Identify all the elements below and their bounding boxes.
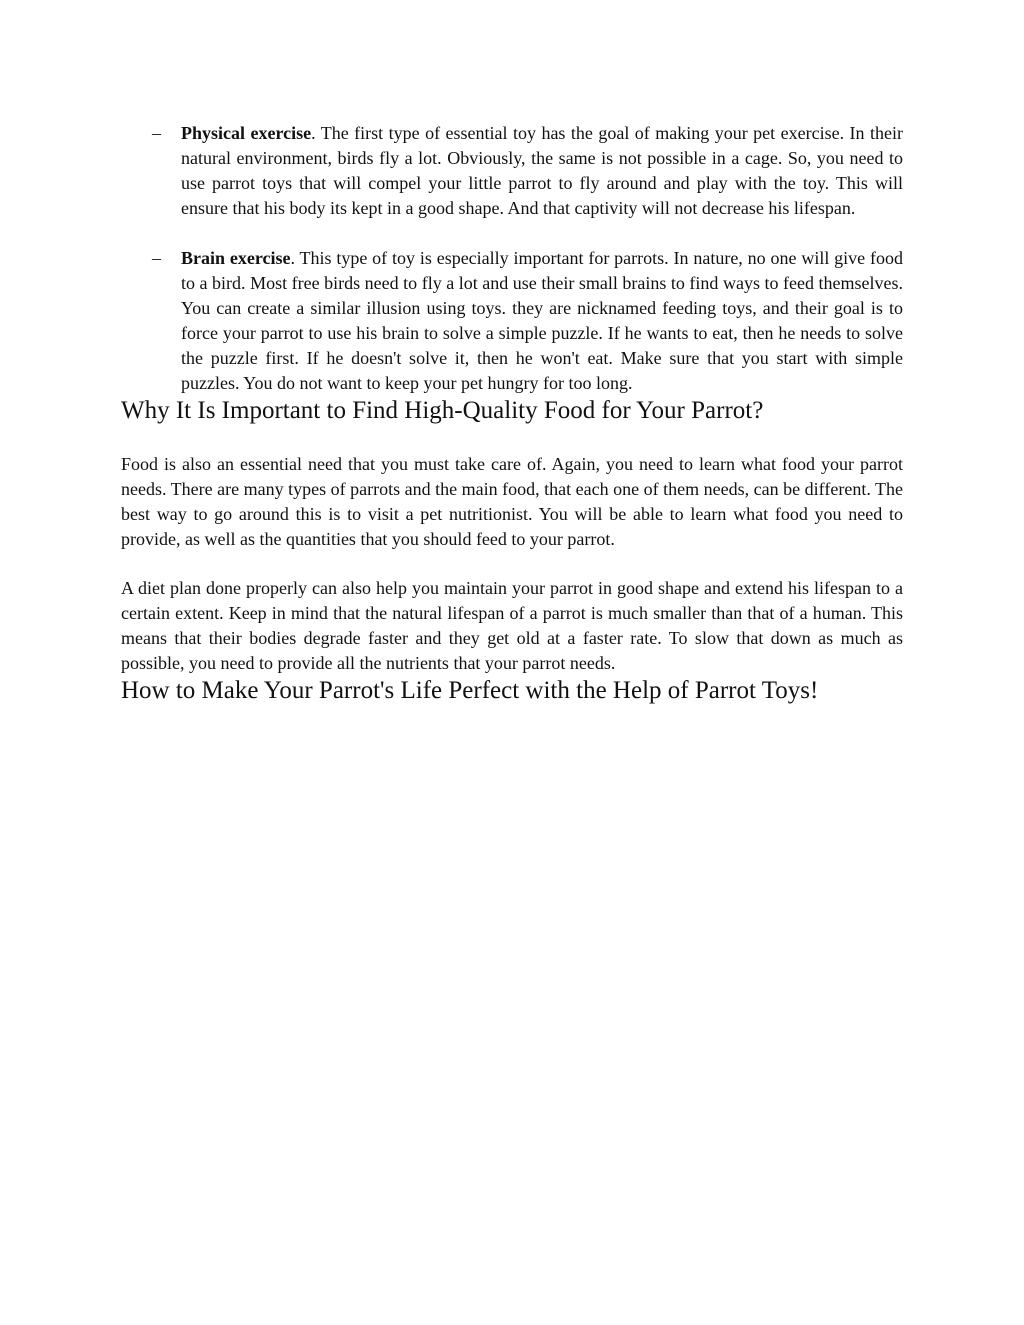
bullet-term: Brain exercise: [181, 248, 291, 268]
food-paragraph-2: A diet plan done properly can also help you maintain your parrot in good shape and extend his lifespan to a certain extent. Keep in mind that the natural lifespan of a parrot is much smaller than that of a human. This means that their bodies degrade faster and they get old at a faster rate. To slow that down as much as possible, you need to provide all the nutrients that your parrot needs.: [121, 578, 903, 673]
document-page: [121, 121, 903, 706]
list-item-brain-exercise: [121, 246, 903, 396]
dash-bullet-icon: –: [152, 123, 161, 143]
bullet-term: Physical exercise: [181, 123, 312, 143]
bullet-text: . The first type of essential toy has the goal of making your pet exercise. In their natural environment, birds fly a lot. Obviously, the same is not possible in a cage. So, you need to use parrot toys that will compel your little parrot to fly around and play with the toy. This will ensure that his body its kept in a good shape. And that captivity will not decrease his lifespan.: [181, 123, 903, 218]
food-paragraph-1: Food is also an essential need that you must take care of. Again, you need to learn what food your parrot needs. There are many types of parrots and the main food, that each one of them needs, can be different. The best way to go around this is to visit a pet nutritionist. You will be able to learn what food you need to provide, as well as the quantities that you should feed to your parrot.: [121, 454, 903, 549]
bullet-text: . This type of toy is especially important for parrots. In nature, no one will give food to a bird. Most free birds need to fly a lot and use their small brains to find ways to feed themselves. You can create a similar illusion using toys. they are nicknamed feeding toys, and their goal is to force your parrot to use his brain to solve a simple puzzle. If he wants to eat, then he needs to solve the puzzle first. If he doesn't solve it, then he won't eat. Make sure that you start with simple puzzles. You do not want to keep your pet hungry for too long.: [181, 248, 903, 393]
food-section-heading: Why It Is Important to Find High-Quality Food for Your Parrot?: [121, 397, 764, 424]
dash-bullet-icon: –: [152, 248, 161, 268]
toys-section-heading: How to Make Your Parrot's Life Perfect with the Help of Parrot Toys!: [121, 677, 819, 704]
exercise-toy-list: [121, 121, 903, 396]
list-item-physical-exercise: [121, 121, 903, 221]
